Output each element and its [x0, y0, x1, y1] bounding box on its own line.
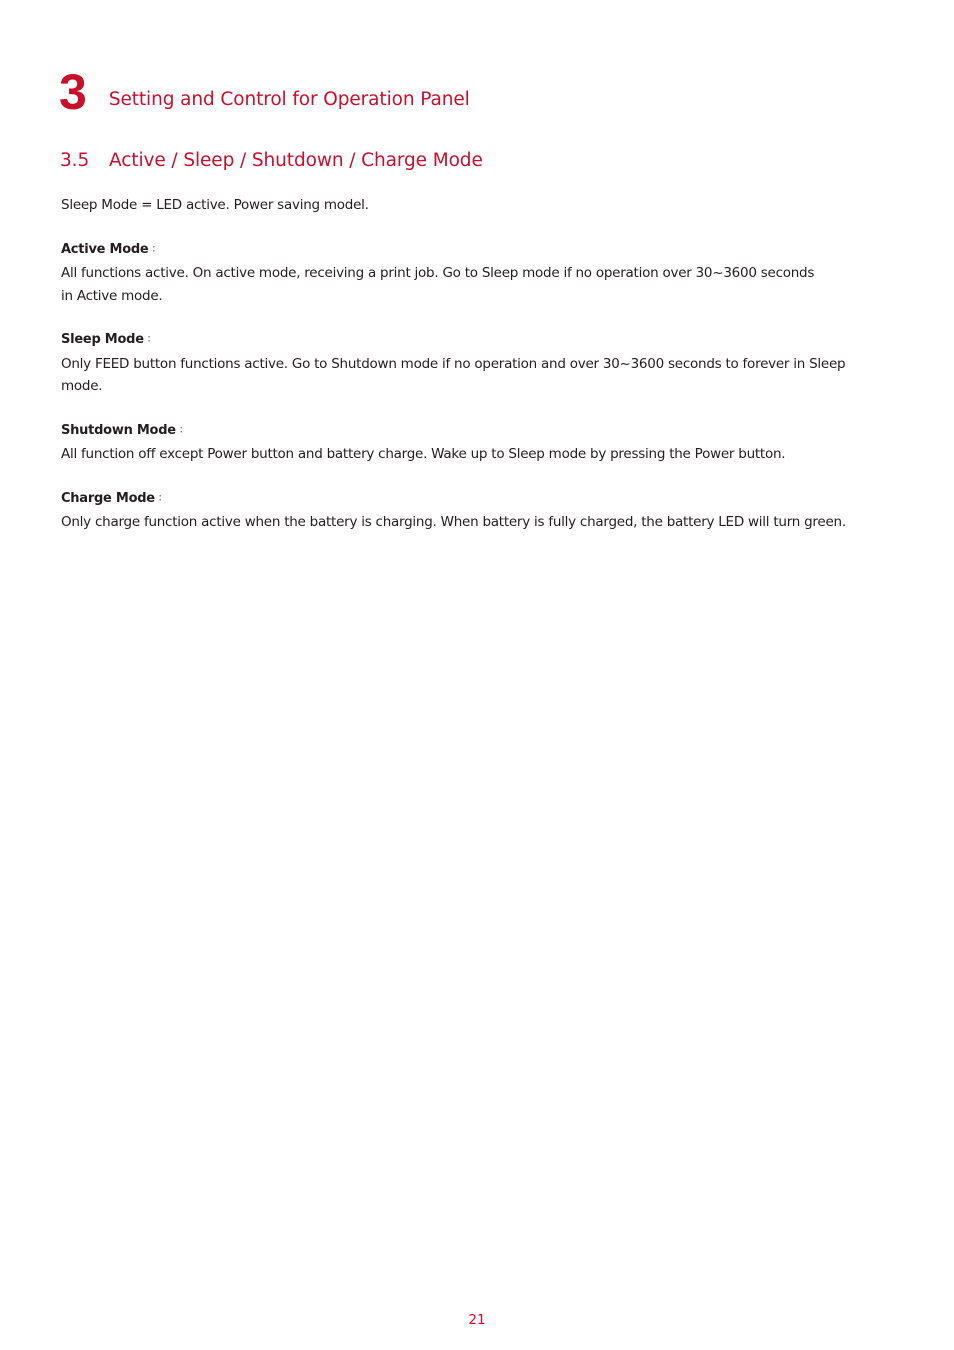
mode-shutdown: [61, 420, 909, 466]
section-title: Active / Sleep / Shutdown / Charge Mode: [109, 150, 483, 171]
intro-text: Sleep Mode = LED active. Power saving model.: [61, 197, 369, 213]
mode-title-colon: ：: [151, 243, 162, 255]
chapter-title: Setting and Control for Operation Panel: [108, 89, 470, 110]
mode-description-line: All functions active. On active mode, receiving a print job. Go to Sleep mode if no operation over 30~3600 seconds: [61, 265, 815, 281]
mode-title-text: Charge Mode: [61, 490, 155, 506]
mode-title-colon: ：: [178, 424, 189, 436]
mode-active: [61, 239, 909, 308]
mode-title-text: Shutdown Mode: [61, 422, 176, 438]
mode-title: [61, 239, 909, 263]
section-number: 3.5: [60, 150, 90, 171]
mode-title: [61, 420, 909, 444]
mode-sleep: [61, 329, 909, 398]
section-heading: [60, 148, 483, 174]
mode-description-line: All function off except Power button and battery charge. Wake up to Sleep mode by pressing the Power button.: [61, 446, 786, 462]
mode-title: [61, 329, 909, 353]
chapter-number: 3: [59, 64, 87, 120]
mode-title-colon: ：: [157, 492, 168, 504]
mode-title: [61, 488, 909, 512]
mode-description-line: Only charge function active when the battery is charging. When battery is fully charged, the battery LED will turn green.: [61, 514, 846, 530]
mode-description-line: in Active mode.: [61, 287, 163, 304]
page-number: 21: [468, 1312, 486, 1328]
mode-description-line: Only FEED button functions active. Go to Shutdown mode if no operation and over 30~3600 seconds to forever in Sleep: [61, 355, 846, 372]
mode-charge: [61, 488, 909, 534]
page-content: [61, 194, 909, 556]
mode-title-text: Active Mode: [61, 241, 149, 257]
mode-title-text: Sleep Mode: [61, 332, 144, 347]
mode-title-colon: ：: [146, 334, 157, 345]
mode-description-line: mode.: [61, 378, 103, 394]
chapter-heading: [59, 62, 470, 122]
